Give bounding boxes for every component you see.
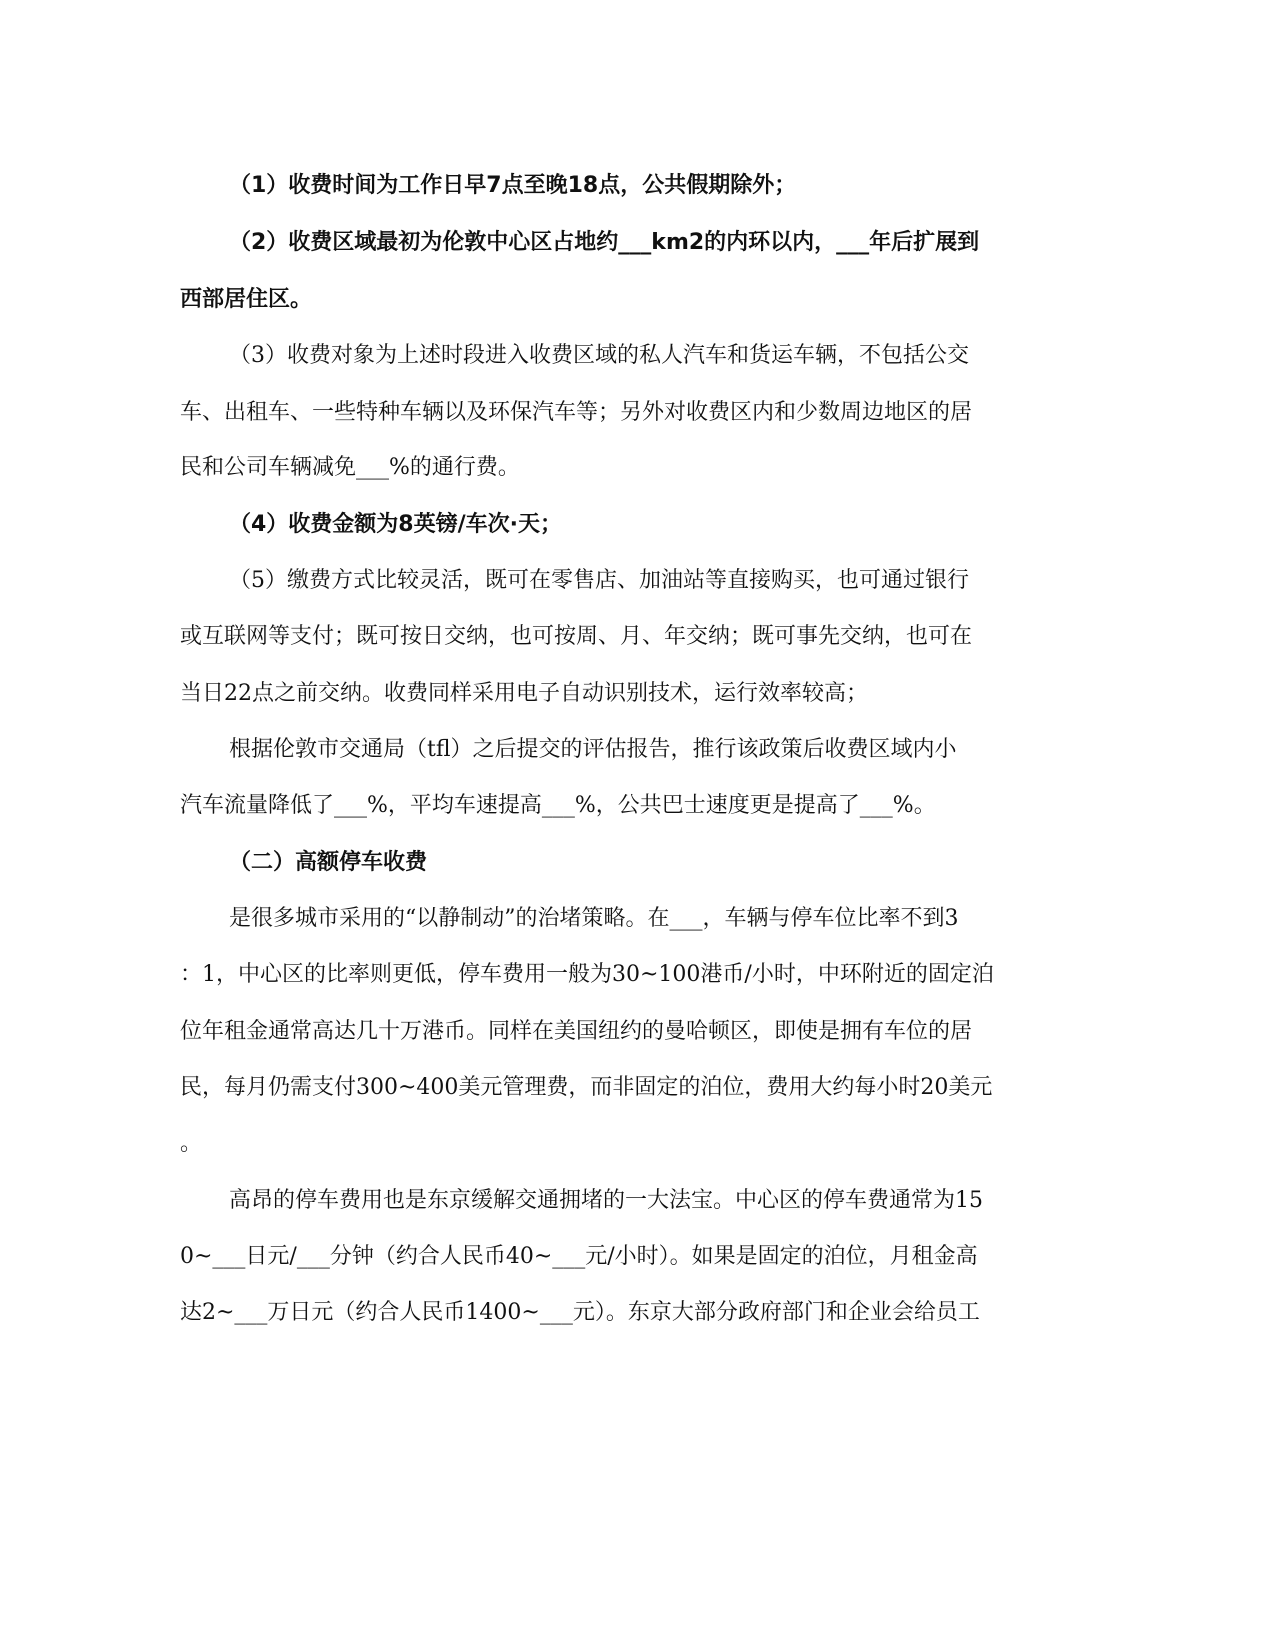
list-item-charging-targets: （3）收费对象为上述时段进入收费区域的私人汽车和货运车辆，不包括公交 bbox=[229, 343, 969, 368]
paragraph-tokyo: 高昂的停车费用也是东京缓解交通拥堵的一大法宝。中心区的停车费通常为15 bbox=[229, 1188, 983, 1213]
list-item-payment-method-cont: 当日22点之前交纳。收费同样采用电子自动识别技术，运行效率较高； bbox=[180, 681, 868, 706]
paragraph-assessment: 根据伦敦市交通局（tfl）之后提交的评估报告，推行该政策后收费区域内小 bbox=[229, 737, 957, 762]
list-item-charging-zone-cont: 西部居住区。 bbox=[180, 287, 313, 312]
paragraph-assessment-cont: 汽车流量降低了___%，平均车速提高___%，公共巴士速度更是提高了___%。 bbox=[180, 793, 936, 818]
list-item-payment-method-cont: 或互联网等支付；既可按日交纳，也可按周、月、年交纳；既可事先交纳，也可在 bbox=[180, 624, 973, 649]
paragraph-tokyo-cont: 0~___日元/___分钟（约合人民币40~___元/小时）。如果是固定的泊位，月租金高 bbox=[180, 1244, 978, 1269]
paragraph-tokyo-cont: 达2~___万日元（约合人民币1400~___元）。东京大部分政府部门和企业会给员工 bbox=[180, 1300, 980, 1325]
list-item-charging-amount: （4）收费金额为8英镑/车次·天； bbox=[229, 512, 563, 537]
list-item-charging-zone: （2）收费区域最初为伦敦中心区占地约___km2的内环以内，___年后扩展到 bbox=[229, 230, 980, 255]
paragraph-parking-cont: 。 bbox=[180, 1131, 203, 1156]
list-item-payment-method: （5）缴费方式比较灵活，既可在零售店、加油站等直接购买，也可通过银行 bbox=[229, 568, 969, 593]
paragraph-parking-cont: ：1，中心区的比率则更低，停车费用一般为30~100港币/小时，中环附近的固定泊 bbox=[180, 962, 994, 987]
list-item-charging-targets-cont: 民和公司车辆减免___%的通行费。 bbox=[180, 455, 520, 480]
list-item-charging-targets-cont: 车、出租车、一些特种车辆以及环保汽车等；另外对收费区内和少数周边地区的居 bbox=[180, 400, 973, 425]
list-item-charging-hours: （1）收费时间为工作日早7点至晚18点，公共假期除外； bbox=[229, 173, 797, 198]
paragraph-parking-cont: 民，每月仍需支付300~400美元管理费，而非固定的泊位，费用大约每小时20美元 bbox=[180, 1075, 993, 1100]
section-heading-parking: （二）高额停车收费 bbox=[229, 850, 428, 875]
paragraph-parking-cont: 位年租金通常高达几十万港币。同样在美国纽约的曼哈顿区，即使是拥有车位的居 bbox=[180, 1019, 973, 1044]
paragraph-parking: 是很多城市采用的“以静制动”的治堵策略。在___，车辆与停车位比率不到3 bbox=[229, 906, 959, 931]
